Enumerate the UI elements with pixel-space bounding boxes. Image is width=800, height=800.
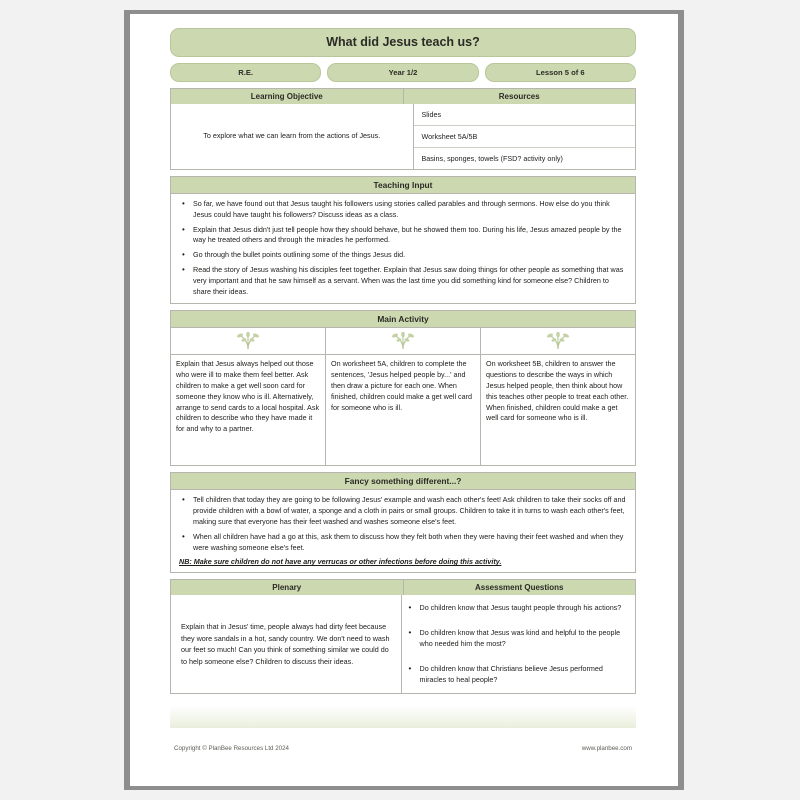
list-item: Basins, sponges, towels (FSD? activity only) (421, 154, 563, 163)
main-activity-text: Explain that Jesus always helped out those who were ill to make them feel better. Ask children to make a get well soon card for someone they know who is ill. Alternatively, arrange to send cards to a local hospital. Ask children to describe who they have made it for and why to a partner. (176, 359, 320, 434)
main-activity-text: On worksheet 5A, children to complete the sentences, 'Jesus helped people by...' and then draw a picture for each one. When finished, children could make a get well card for someone who is ill. (331, 359, 473, 412)
list-item: • Explain that Jesus didn't just tell people how they should behave, but he showed them too. During his life, Jesus amazed people by the way he treated others and through the miracles he performed. (191, 225, 627, 247)
subject-badge: R.E. (170, 63, 321, 82)
footer (170, 745, 636, 752)
main-activity-column (171, 328, 325, 465)
leaf-sprig-icon (171, 328, 325, 355)
lesson-plan-document (170, 28, 636, 758)
website-link[interactable]: www.planbee.com (581, 745, 632, 752)
leaf-sprig-icon (326, 328, 480, 355)
plenary-assessment-body (170, 595, 636, 694)
safety-note: NB: Make sure children do not have any verrucas or other infections before doing this activity. (179, 557, 502, 567)
fancy-something-different-body (170, 490, 636, 573)
assessment-questions-list (401, 595, 636, 693)
list-item: • Do children know that Jesus taught people through his actions? (418, 603, 628, 614)
list-item: • Do children know that Jesus was kind and helpful to the people who needed him the most? (418, 628, 628, 650)
year-group-badge: Year 1/2 (327, 63, 478, 82)
objective-resources-body (170, 104, 636, 170)
teaching-input-body (170, 194, 636, 304)
plenary-header: Plenary (171, 580, 403, 595)
main-activity-header: Main Activity (170, 310, 636, 328)
leaf-sprig-icon (481, 328, 635, 355)
main-activity-text: On worksheet 5B, children to answer the questions to describe the ways in which Jesus helped people, then think about how this teaches other people to treat each other. When finished, children could make a get well card for someone who is ill. (486, 359, 629, 423)
main-activity-column (480, 328, 635, 465)
plenary-text: Explain that in Jesus' time, people always had dirty feet because they wore sandals in a hot, sandy country. We don't need to wash our feet so much! Can you think of something similar we could do to help someone else? Children to discuss their ideas. (181, 622, 390, 666)
list-item: Worksheet 5A/5B (414, 126, 636, 148)
main-activity-column (325, 328, 480, 465)
resources-header: Resources (403, 89, 636, 104)
main-activity-body (170, 328, 636, 466)
plenary-assessment-header-row (170, 579, 636, 595)
learning-objective-header: Learning Objective (171, 89, 403, 104)
copyright-text: Copyright © PlanBee Resources Ltd 2024 (174, 745, 289, 752)
resources-list (413, 104, 636, 169)
teaching-input-header: Teaching Input (170, 176, 636, 194)
list-item: Slides (414, 104, 636, 126)
list-item: • Tell children that today they are going to be following Jesus' example and wash each other's feet! Ask children to take their socks off and provide children with a bowl of water, a sponge and a cloth in pairs or small groups. Children to take it in turns to wash each other's feet, making sure that everyone has their feet washed and washes someone else's feet. (191, 495, 627, 527)
meta-row (170, 63, 636, 82)
objective-resources-header-row (170, 88, 636, 104)
page-title: What did Jesus teach us? (170, 28, 636, 57)
footer-decoration (170, 706, 636, 728)
list-item: • Do children know that Christians believe Jesus performed miracles to heal people? (418, 664, 628, 686)
list-item: • Go through the bullet points outlining some of the things Jesus did. (191, 250, 627, 261)
lesson-number-badge: Lesson 5 of 6 (485, 63, 636, 82)
assessment-questions-header: Assessment Questions (403, 580, 636, 595)
fancy-something-different-header: Fancy something different...? (170, 472, 636, 490)
list-item: • So far, we have found out that Jesus taught his followers using stories called parables and through sermons. How else do you think Jesus could have taught his followers? Discuss ideas as a class. (191, 199, 627, 221)
list-item: • Read the story of Jesus washing his disciples feet together. Explain that Jesus saw doing things for other people as something that was very important and that he saw himself as a servant. When was the last time you did something kind for someone else? Children to share their ideas. (191, 265, 627, 297)
list-item: • When all children have had a go at this, ask them to discuss how they felt both when they were having their feet washed and when they were washing someone else's feet. (191, 532, 627, 554)
learning-objective-text: To explore what we can learn from the actions of Jesus. (203, 131, 381, 141)
